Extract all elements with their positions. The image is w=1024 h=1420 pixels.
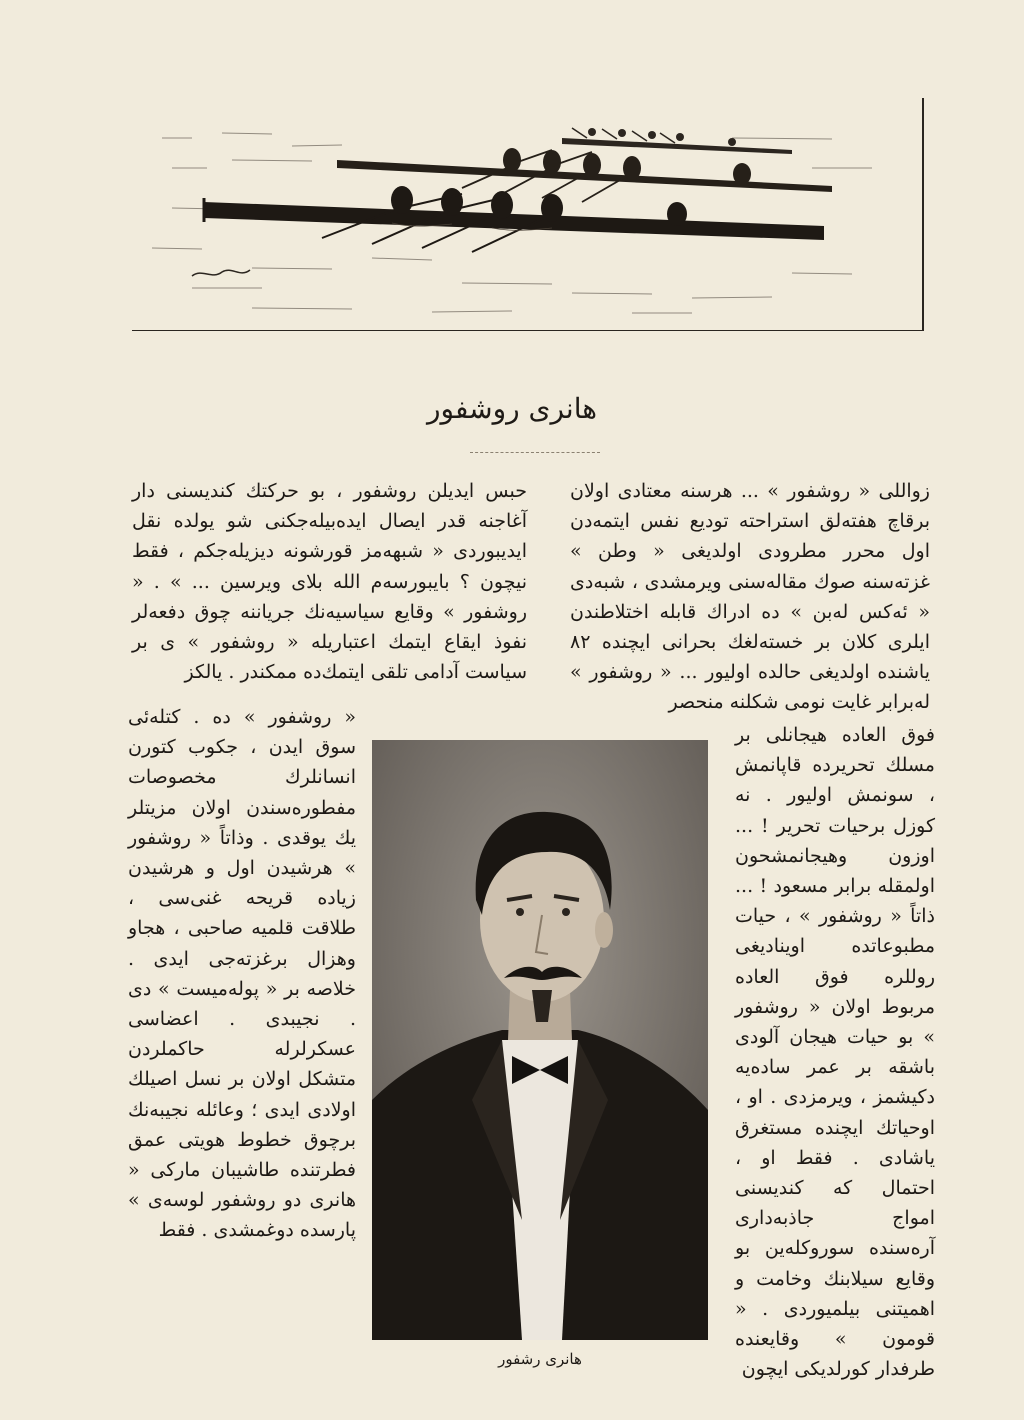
rowing-boats-engraving	[132, 98, 922, 330]
title-divider	[470, 452, 600, 453]
article-title: هانری روشفور	[426, 392, 597, 425]
rowing-illustration	[132, 98, 924, 331]
right-narrow-column	[735, 720, 935, 1384]
boat-front	[204, 186, 824, 252]
artist-signature	[192, 270, 250, 276]
portrait-photo	[372, 740, 708, 1340]
left-top-column	[132, 476, 527, 687]
right-column-text: فوق العاده هیجانلی بر مسلك تحریرده قاپانمش ، سونمش اولیور . نه کوزل برحیات تحریر ! ... اوزون وهیجانمشحون اولمقله برابر مسعود ! ... ذاتاً « روشفور » ، حیات مطبوعاتده اوینادیغی روللره فوق العاده مربوط اولان « روشفور » بو حیات هیجان آلودی باشقه بر عمر ساده‌یه دکیشمز ، ویرمزدی . او ، اوحیاتك ایچنده مستغرق یاشادی . فقط او ، احتمال که کندیسنی امواج جاذبه‌داری آره‌سنده سوروکله‌ین بو وقایع سیلابنك وخامت و اهمیتنی بیلمیوردی . « قومون » وقایعنده طرفدار کورلدیکی ایچون	[735, 724, 935, 1381]
boat-back	[562, 128, 792, 154]
left-narrow-column	[128, 702, 356, 1246]
left-top-paragraph: حبس ایدیلن روشفور ، بو حرکتك کندیسنی دار آغاجنه قدر ایصال ایده‌بیله‌جکنی شو یولده نقل ایدیبوردی « شبهه‌مز قورشونه دیزیله‌جکم ، فقط نیچون ؟ بایبورسه‌م الله بلای ویرسین ... » . « روشفور » وقایع سیاسیه‌نك جریاننه چوق دفعه‌لر نفوذ ایقاع ایتمك اعتباریله « روشفور » ی بر سیاست آدامی تلقی ایتمك‌ده ممکندر . یالکز	[132, 480, 527, 684]
portrait-caption: هانری رشفور	[498, 1350, 582, 1368]
right-top-paragraph: زواللی « روشفور » ... هرسنه معتادی اولان برقاچ هفته‌لق استراحته تودیع نفس ایتمه‌دن اول محرر مطرودی اولدیغی « وطن » غزته‌سنه صوك مقاله‌سنی ویرمشدی ، شبه‌دی « ئه‌کس له‌بن » ده ادراك قابله اختلاطندن ایلری کلان بر خسته‌لغك بحرانی ایچنده ۸۲ یاشنده اولدیغی حالده اولیور ... « روشفور » له‌برابر غایت نومی شکلنه منحصر	[570, 480, 930, 714]
right-top-column	[570, 476, 930, 718]
portrait-illustration	[372, 740, 708, 1340]
left-column-text: « روشفور » ده . کتله‌ئی سوق ایدن ، جکوب کتورن انسانلرك مخصوصات مفطوره‌سندن اولان مزیتلر یك یوقدی . وذاتاً « روشفور » هرشیدن اول و هرشیدن زیاده قریحه غنی‌سی ، طلاقت قلمیه صاحبی ، هجاو وهزال برغزته‌جی ایدی . خلاصه بر « پوله‌میست » دی . نجیبدی . اعضاسی عسکرلرله حاکملردن متشکل اولان بر نسل اصیلك اولادی ایدی ؛ وعائله نجیبه‌نك برچوق خطوط هویتی عمق فطرتنده طاشیبان مارکی « هانری دو روشفور لوسه‌ی » پارسده دوغمشدی . فقط	[128, 706, 356, 1242]
